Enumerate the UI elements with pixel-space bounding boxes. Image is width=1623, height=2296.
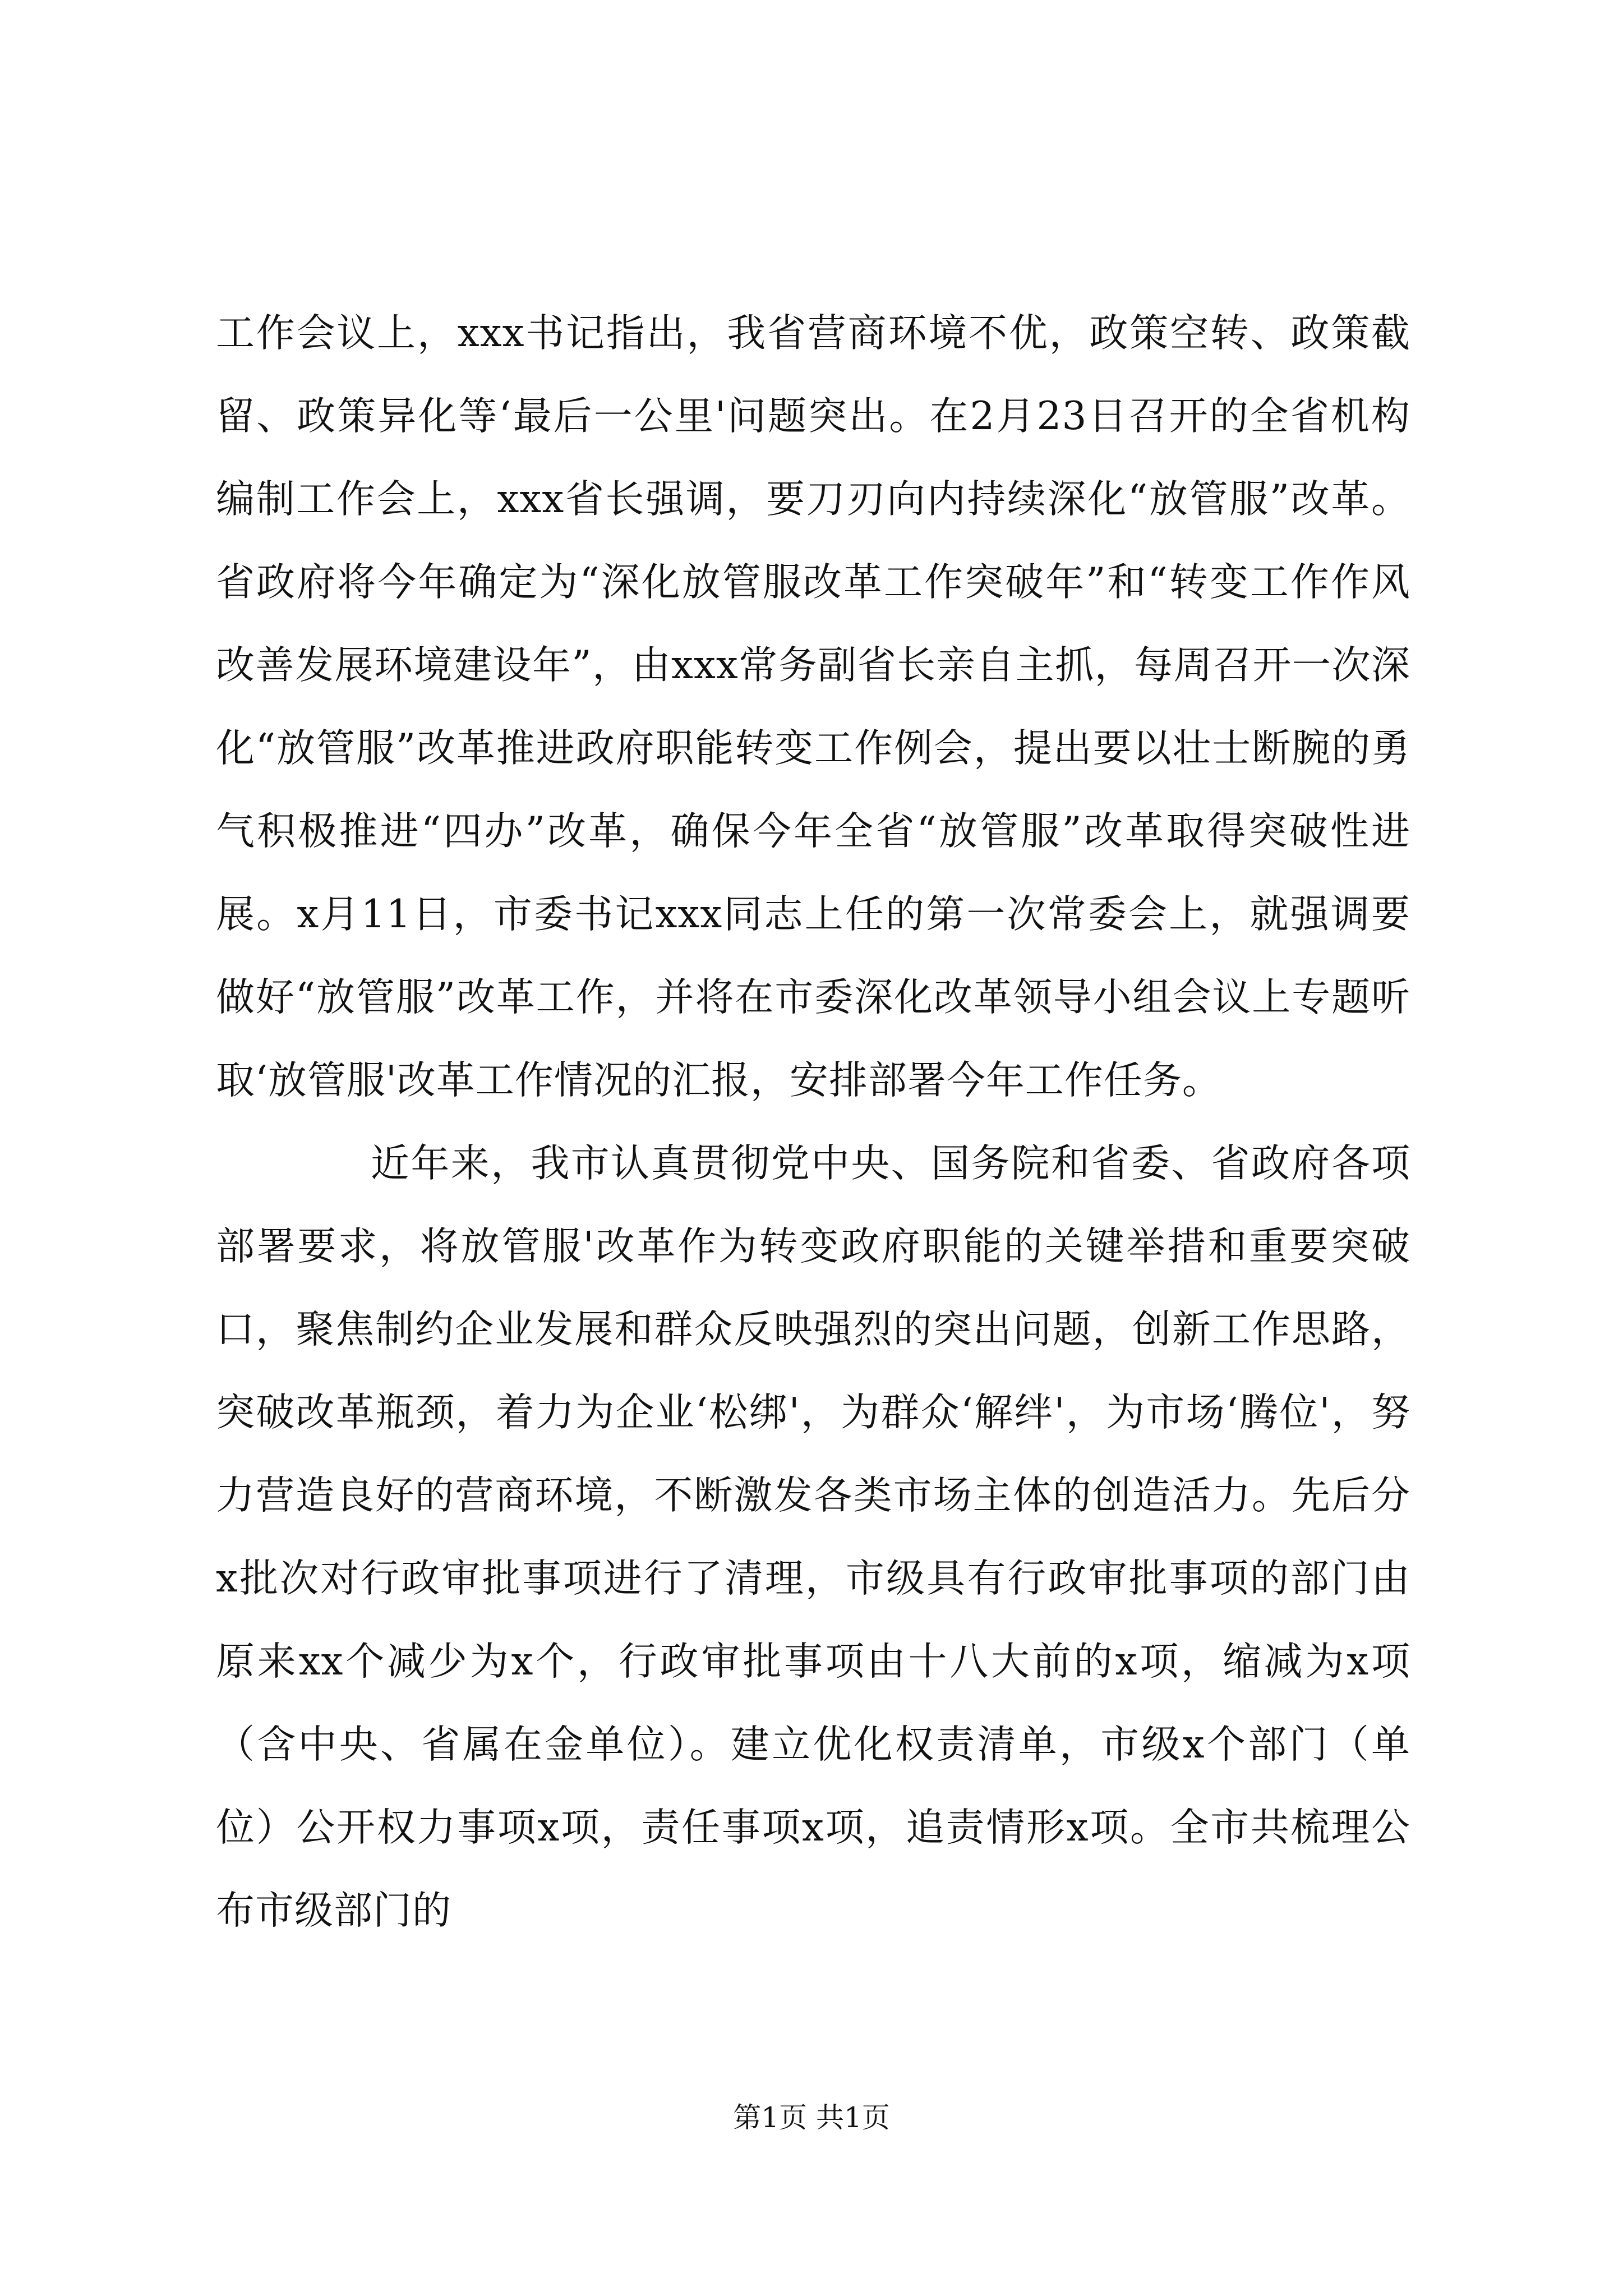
paragraph-2: 近年来，我市认真贯彻党中央、国务院和省委、省政府各项部署要求，将放管服'改革作为转变政府职能的关键举措和重要突破口，聚焦制约企业发展和群众反映强烈的突出问题，创新工作思路，突破改革瓶颈，着力为企业‘松绑'，为群众‘解绊'，为市场‘腾位'，努力营造良好的营商环境，不断激发各类市场主体的创造活力。先后分x批次对行政审批事项进行了清理，市级具有行政审批事项的部门由原来xx个减少为x个，行政审批事项由十八大前的x项，缩减为x项（含中央、省属在金单位）。建立优化权责清单，市级x个部门（单位）公开权力事项x项，责任事项x项，追责情形x项。全市共梳理公布市级部门的 xyxy=(216,1141,1410,1933)
page-number-footer: 第1页 共1页 xyxy=(733,2101,890,2134)
document-body xyxy=(216,292,1410,1952)
paragraph-1: 工作会议上，xxx书记指出，我省营商环境不优，政策空转、政策截留、政策异化等‘最后一公里'问题突出。在2月23日召开的全省机构编制工作会上，xxx省长强调，要刀刃向内持续深化“放管服”改革。省政府将今年确定为“深化放管服改革工作突破年”和“转变工作作风改善发展环境建设年”，由xxx常务副省长亲自主抓，每周召开一次深化“放管服”改革推进政府职能转变工作例会，提出要以壮士断腕的勇气积极推进“四办”改革，确保今年全省“放管服”改革取得突破性进展。x月11日，市委书记xxx同志上任的第一次常委会上，就强调要做好“放管服”改革工作，并将在市委深化改革领导小组会议上专题听取‘放管服'改革工作情况的汇报，安排部署今年工作任务。 xyxy=(216,311,1410,1103)
